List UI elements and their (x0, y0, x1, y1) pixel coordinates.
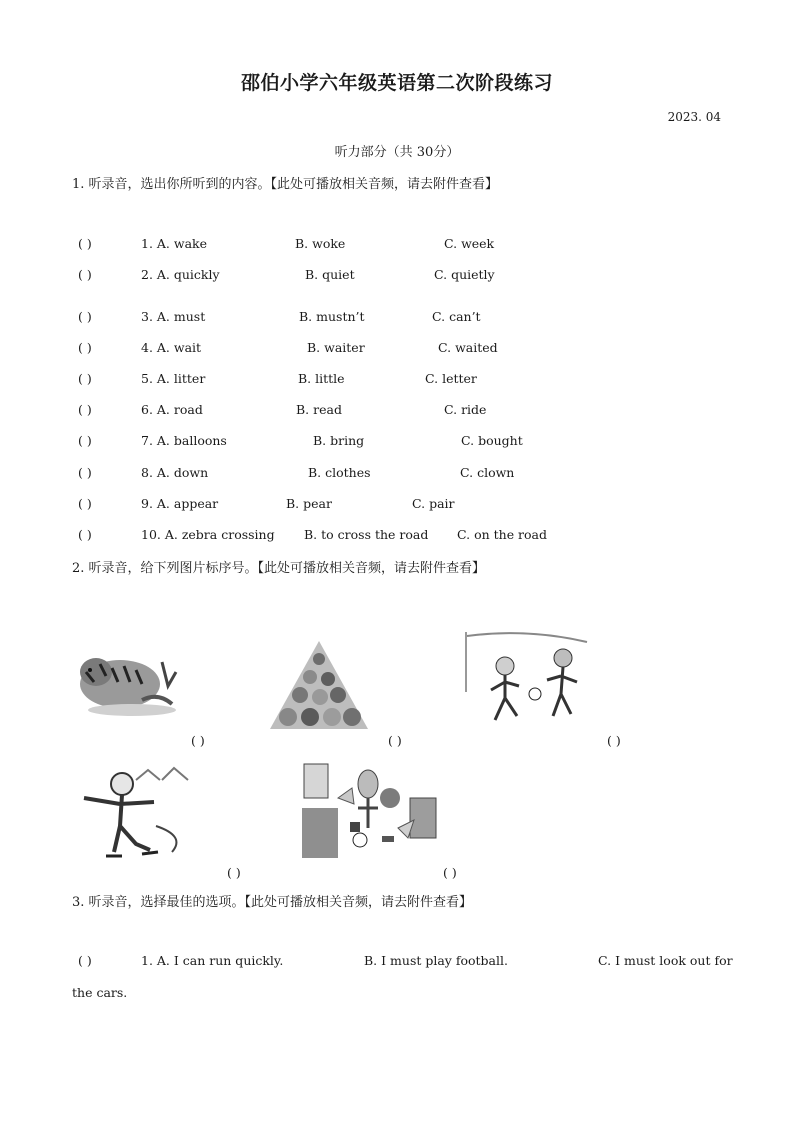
messy-room-picture (298, 758, 440, 860)
list-item (0, 465, 794, 483)
option-a: 6. A. road (141, 402, 203, 417)
list-item (0, 496, 794, 514)
answer-blank[interactable]: ( ) (78, 465, 92, 480)
list-item (0, 371, 794, 389)
option-c: C. clown (460, 465, 515, 480)
option-b: B. woke (295, 236, 346, 251)
option-c: C. can’t (432, 309, 481, 324)
option-c: C. waited (438, 340, 498, 355)
option-b: B. clothes (308, 465, 371, 480)
option-b: B. quiet (305, 267, 355, 282)
option-c: C. pair (412, 496, 455, 511)
option-a: 5. A. litter (141, 371, 206, 386)
option-b: B. waiter (307, 340, 365, 355)
food-pyramid-picture (268, 637, 370, 733)
answer-blank[interactable]: ( ) (78, 953, 92, 968)
list-item (0, 433, 794, 451)
answer-blank[interactable]: ( ) (78, 236, 92, 251)
answer-blank[interactable]: ( ) (78, 496, 92, 511)
section2-instruction: 2. 听录音，给下列图片标序号。【此处可播放相关音频，请去附件查看】 (72, 561, 486, 576)
option-b: B. pear (286, 496, 332, 511)
skating-picture (76, 766, 198, 864)
list-item (0, 267, 794, 285)
answer-blank[interactable]: ( ) (78, 340, 92, 355)
answer-blank[interactable]: ( ) (388, 733, 402, 748)
list-item (0, 309, 794, 327)
option-c: C. bought (461, 433, 523, 448)
option-b: B. little (298, 371, 345, 386)
football-picture (465, 632, 589, 728)
option-c-continuation: the cars. (72, 985, 128, 1000)
option-b: B. mustn’t (299, 309, 365, 324)
answer-blank[interactable]: ( ) (227, 865, 241, 880)
option-c: C. ride (444, 402, 487, 417)
option-a: 8. A. down (141, 465, 209, 480)
list-item (0, 340, 794, 358)
option-a: 3. A. must (141, 309, 206, 324)
list-item (0, 527, 794, 545)
option-b: B. read (296, 402, 342, 417)
option-c: C. quietly (434, 267, 495, 282)
option-c: C. I must look out for (598, 953, 733, 968)
option-c: C. letter (425, 371, 477, 386)
option-c: C. on the road (457, 527, 548, 542)
answer-blank[interactable]: ( ) (78, 267, 92, 282)
answer-blank[interactable]: ( ) (78, 371, 92, 386)
tiger-picture (72, 642, 184, 718)
option-a: 7. A. balloons (141, 433, 227, 448)
list-item (0, 953, 794, 971)
answer-blank[interactable]: ( ) (443, 865, 457, 880)
option-b: B. to cross the road (304, 527, 429, 542)
list-item (0, 236, 794, 254)
listening-heading: 听力部分（共 30分） (334, 145, 460, 160)
page-title: 邵伯小学六年级英语第二次阶段练习 (240, 72, 553, 94)
option-a: 9. A. appear (141, 496, 219, 511)
exam-date: 2023. 04 (667, 110, 721, 124)
answer-blank[interactable]: ( ) (78, 527, 92, 542)
option-a: 2. A. quickly (141, 267, 220, 282)
section1-instruction: 1. 听录音，选出你所听到的内容。【此处可播放相关音频，请去附件查看】 (72, 177, 499, 192)
option-b: B. bring (313, 433, 365, 448)
option-a: 10. A. zebra crossing (141, 527, 275, 542)
option-a: 1. A. wake (141, 236, 207, 251)
option-a: 4. A. wait (141, 340, 202, 355)
section3-instruction: 3. 听录音，选择最佳的选项。【此处可播放相关音频，请去附件查看】 (72, 895, 473, 910)
list-item (0, 402, 794, 420)
answer-blank[interactable]: ( ) (78, 309, 92, 324)
option-a: 1. A. I can run quickly. (141, 953, 284, 968)
answer-blank[interactable]: ( ) (191, 733, 205, 748)
option-b: B. I must play football. (364, 953, 508, 968)
answer-blank[interactable]: ( ) (607, 733, 621, 748)
answer-blank[interactable]: ( ) (78, 433, 92, 448)
option-c: C. week (444, 236, 495, 251)
answer-blank[interactable]: ( ) (78, 402, 92, 417)
